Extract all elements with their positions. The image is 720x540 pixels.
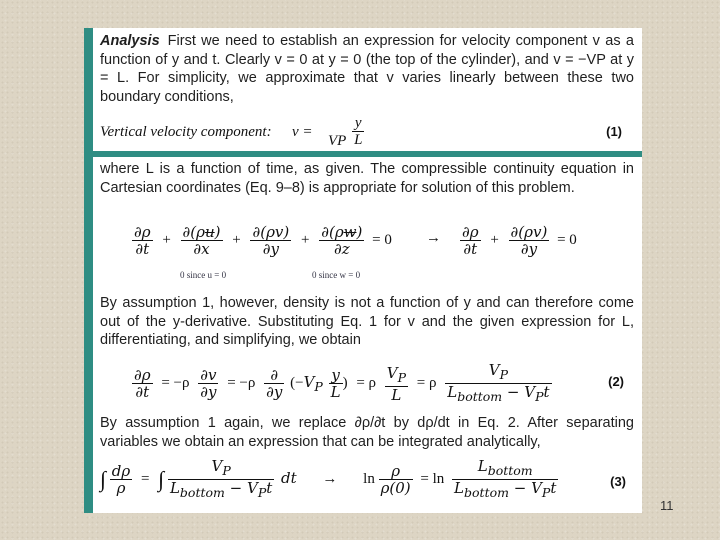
continuity-arrow: → [426, 230, 441, 246]
eq1-rhs [328, 115, 364, 148]
equation-3: ∫ $\frac{d\rho}{\rho}$ = ∫ $\frac{V_P}{L_{bottom} - V_Pt}$ dt → ln $\frac{\rho}{\rho(0)}$ = ln $\frac{L_{bottom}}{L_{bottom} - V_Pt}$ (3) [100, 457, 626, 500]
note-w-zero: 0 since w = 0 [312, 270, 361, 280]
eq3-number: (3) [610, 474, 626, 489]
slide-number: 11 [660, 498, 674, 513]
analysis-label: Analysis [100, 33, 160, 49]
equation-2: $\frac{\partial\rho}{\partial t}$ = −ρ $\frac{\partial v}{\partial y}$ = −ρ $\frac{\partial}{\partial y}$ ($-V_P$ $\frac{y}{L}$ ) = ρ $\frac{V_P}{L}$ = ρ $\frac{V_P}{L_{bottom} - V_Pt}$ (2) [134, 361, 624, 404]
eq2-number: (2) [608, 374, 624, 389]
assumption-paragraph [100, 294, 634, 350]
eq1-den: L [354, 132, 363, 148]
continuity-equation: $\frac{\partial\rho}{\partial t}$ + $\frac{\partial(\rho u)}{\partial x}$ + $\frac{\partial(\rho v)}{\partial y}$ + $\frac{\partial(\rho w)}{\partial z}$ = 0 → $\frac{\partial\rho}{\partial t}$ + $\frac{\partial(\rho v)}{\partial y}$ = 0 0 since u = 0 0 since w = 0 [134, 223, 577, 280]
continuity-paragraph [100, 160, 634, 197]
integration-paragraph [100, 414, 634, 451]
eq1-num: y [352, 115, 364, 132]
reduced-continuity: $\frac{\partial\rho}{\partial t}$ + $\frac{\partial(\rho v)}{\partial y}$ = 0 [462, 223, 577, 258]
eq1-lhs: v = [292, 124, 313, 140]
continuity-equals: = 0 [372, 231, 392, 248]
integration-text: By assumption 1 again, we replace ∂ρ/∂t by dρ/dt in Eq. 2. After separating variables we obtain an expression that can be integrated analytically, [100, 415, 634, 450]
continuity-text: where L is a function of time, as given. The compressible continuity equation in Cartesian coordinates (Eq. 9–8) is appropriate for solution of this problem. [100, 161, 634, 196]
note-u-zero: 0 since u = 0 [180, 270, 227, 280]
eq1-number: (1) [606, 124, 622, 139]
textbook-page-image [84, 28, 642, 513]
analysis-paragraph [100, 32, 634, 106]
eq1-coef: VP [328, 132, 347, 149]
left-margin-bar [84, 28, 93, 513]
section-separator-bar [84, 151, 642, 157]
equation-1 [100, 114, 634, 148]
eq1-label: Vertical velocity component: [100, 124, 272, 140]
assumption-text: By assumption 1, however, density is not a function of y and can therefore come out of the y-derivative. Substituting Eq. 1 for v and the given expression for L, differentiating, and simplifying, we obtain [100, 295, 634, 349]
analysis-text: First we need to establish an expression for velocity component v as a function of y and t. Clearly v = 0 at y = 0 (the top of the cylinder), and v = −VP at y = L. For simplicity, we approximate that v varies linearly between these two boundary conditions, [100, 33, 634, 105]
